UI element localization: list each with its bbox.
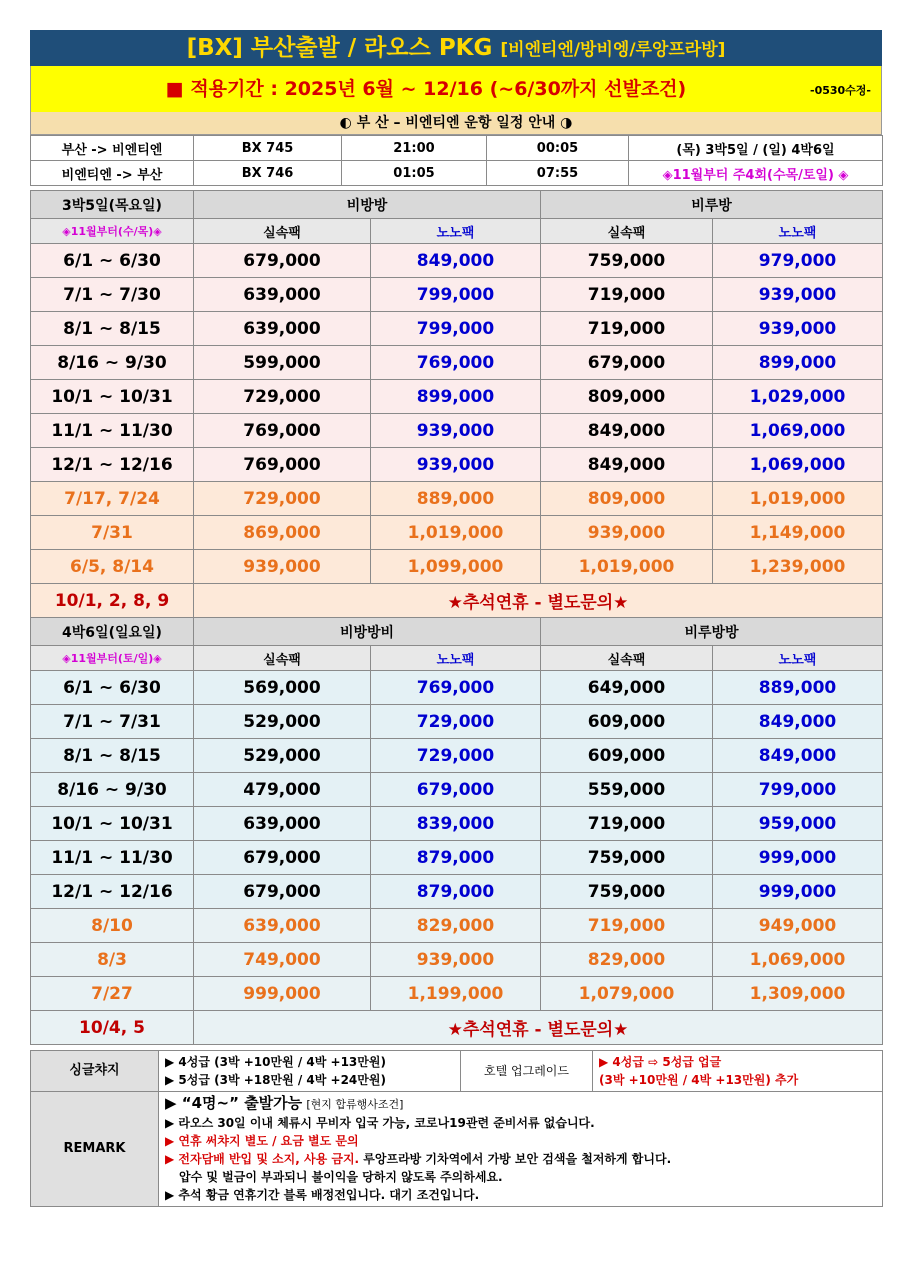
group-header: 비방방 <box>194 191 541 219</box>
price-cell: 879,000 <box>371 841 541 875</box>
price-cell: 729,000 <box>194 380 371 414</box>
date-range: 12/1 ~ 12/16 <box>31 875 194 909</box>
table-row <box>31 909 883 943</box>
table-title: 4박6일(일요일) <box>31 618 194 646</box>
price-cell: 479,000 <box>194 773 371 807</box>
single-charge-row <box>31 1051 883 1092</box>
price-cell: 849,000 <box>541 448 713 482</box>
remark-warning-detail: 루앙프라방 기차역에서 가방 보안 검색을 철저하게 합니다. <box>359 1152 672 1166</box>
price-cell: 939,000 <box>371 448 541 482</box>
price-cell: 679,000 <box>371 773 541 807</box>
flight-note: ◈11월부터 주4회(수목/토일) ◈ <box>629 161 883 186</box>
price-cell: 719,000 <box>541 278 713 312</box>
group-header: 비루방방 <box>541 618 883 646</box>
period-banner <box>30 66 882 112</box>
date-range: 8/10 <box>31 909 194 943</box>
price-cell: 889,000 <box>713 671 883 705</box>
table-row <box>31 448 883 482</box>
date-range: 8/3 <box>31 943 194 977</box>
table-subheader-row <box>31 646 883 671</box>
period-text: ■ 적용기간 : 2025년 6월 ~ 12/16 (~6/30까지 선발조건) <box>165 78 687 100</box>
date-range: 11/1 ~ 11/30 <box>31 414 194 448</box>
price-cell: 999,000 <box>194 977 371 1011</box>
table-subtitle: ◈11월부터(토/일)◈ <box>31 646 194 671</box>
date-range: 12/1 ~ 12/16 <box>31 448 194 482</box>
price-cell: 889,000 <box>371 482 541 516</box>
price-cell: 729,000 <box>194 482 371 516</box>
col-header: 노노팩 <box>371 646 541 671</box>
table-subheader-row <box>31 219 883 244</box>
price-cell: 639,000 <box>194 312 371 346</box>
price-cell: 999,000 <box>713 875 883 909</box>
price-cell: 979,000 <box>713 244 883 278</box>
table-header-row <box>31 618 883 646</box>
col-header: 실속팩 <box>194 646 371 671</box>
date-range: 8/1 ~ 8/15 <box>31 312 194 346</box>
col-header: 실속팩 <box>194 219 371 244</box>
price-cell: 829,000 <box>371 909 541 943</box>
price-cell: 679,000 <box>194 244 371 278</box>
departure-time: 21:00 <box>342 136 487 161</box>
price-cell: 809,000 <box>541 380 713 414</box>
price-cell: 639,000 <box>194 909 371 943</box>
remark-min-pax: ▶ “4명~” 출발가능 <box>165 1094 303 1112</box>
price-cell: 1,099,000 <box>371 550 541 584</box>
date-range: 8/1 ~ 8/15 <box>31 739 194 773</box>
col-header: 노노팩 <box>713 219 883 244</box>
remark-line <box>165 1150 876 1168</box>
price-cell: 899,000 <box>713 346 883 380</box>
date-range: 6/5, 8/14 <box>31 550 194 584</box>
table-row <box>31 380 883 414</box>
price-cell: 679,000 <box>194 841 371 875</box>
holiday-dates: 10/4, 5 <box>31 1011 194 1045</box>
table-row <box>31 943 883 977</box>
price-cell: 759,000 <box>541 244 713 278</box>
price-cell: 879,000 <box>371 875 541 909</box>
flight-number: BX 746 <box>194 161 342 186</box>
date-range: 7/1 ~ 7/31 <box>31 705 194 739</box>
price-cell: 769,000 <box>194 448 371 482</box>
flight-number: BX 745 <box>194 136 342 161</box>
route: 비엔티엔 -> 부산 <box>31 161 194 186</box>
single-charge-label: 싱글챠지 <box>31 1051 159 1092</box>
price-cell: 1,309,000 <box>713 977 883 1011</box>
price-cell: 939,000 <box>541 516 713 550</box>
upgrade-label: 호텔 업그레이드 <box>461 1051 593 1092</box>
col-header: 실속팩 <box>541 646 713 671</box>
price-table-4n6d <box>30 617 883 1045</box>
price-cell: 529,000 <box>194 739 371 773</box>
single-charge-details <box>159 1051 461 1092</box>
remark-min-pax-note: [현지 합류행사조건] <box>306 1098 404 1111</box>
table-row <box>31 875 883 909</box>
upgrade-line: ▶ 4성급 ⇨ 5성급 업글 <box>599 1055 722 1069</box>
table-row <box>31 278 883 312</box>
price-cell: 849,000 <box>371 244 541 278</box>
date-range: 7/31 <box>31 516 194 550</box>
price-sheet <box>30 30 882 1207</box>
table-row <box>31 482 883 516</box>
page-title <box>30 30 882 66</box>
price-cell: 769,000 <box>194 414 371 448</box>
price-cell: 609,000 <box>541 739 713 773</box>
table-row <box>31 244 883 278</box>
remark-warning: ▶ 전자담배 반입 및 소지, 사용 금지. <box>165 1152 360 1166</box>
group-header: 비루방 <box>541 191 883 219</box>
holiday-row <box>31 584 883 618</box>
price-cell: 869,000 <box>194 516 371 550</box>
price-cell: 719,000 <box>541 807 713 841</box>
table-row <box>31 414 883 448</box>
col-header: 노노팩 <box>371 219 541 244</box>
holiday-note: ★추석연휴 - 별도문의★ <box>194 1011 883 1045</box>
remark-line: ▶ 연휴 써챠지 별도 / 요금 별도 문의 <box>165 1134 359 1148</box>
price-cell: 1,069,000 <box>713 943 883 977</box>
price-table-3n5d <box>30 190 883 618</box>
price-cell: 1,019,000 <box>541 550 713 584</box>
price-cell: 719,000 <box>541 312 713 346</box>
price-cell: 639,000 <box>194 807 371 841</box>
price-cell: 1,029,000 <box>713 380 883 414</box>
upgrade-price: (3박 +10만원 / 4박 +13만원) 추가 <box>599 1073 799 1087</box>
single-charge-5star: ▶ 5성급 (3박 +18만원 / 4박 +24만원) <box>165 1073 386 1087</box>
table-row <box>31 807 883 841</box>
table-row <box>31 346 883 380</box>
price-cell: 949,000 <box>713 909 883 943</box>
price-cell: 959,000 <box>713 807 883 841</box>
route: 부산 -> 비엔티엔 <box>31 136 194 161</box>
price-cell: 769,000 <box>371 346 541 380</box>
price-cell: 639,000 <box>194 278 371 312</box>
date-range: 8/16 ~ 9/30 <box>31 346 194 380</box>
price-cell: 799,000 <box>371 312 541 346</box>
price-cell: 1,199,000 <box>371 977 541 1011</box>
price-cell: 939,000 <box>371 943 541 977</box>
price-cell: 799,000 <box>713 773 883 807</box>
table-row <box>31 516 883 550</box>
price-cell: 749,000 <box>194 943 371 977</box>
group-header: 비방방비 <box>194 618 541 646</box>
price-cell: 1,019,000 <box>713 482 883 516</box>
price-cell: 1,239,000 <box>713 550 883 584</box>
price-cell: 1,019,000 <box>371 516 541 550</box>
price-cell: 649,000 <box>541 671 713 705</box>
remarks-table <box>30 1050 883 1207</box>
price-cell: 679,000 <box>194 875 371 909</box>
date-range: 10/1 ~ 10/31 <box>31 807 194 841</box>
remark-label: REMARK <box>31 1092 159 1207</box>
col-header: 노노팩 <box>713 646 883 671</box>
price-cell: 1,079,000 <box>541 977 713 1011</box>
title-sub: [비엔티엔/방비엥/루앙프라방] <box>500 40 726 60</box>
table-row <box>31 841 883 875</box>
arrival-time: 00:05 <box>487 136 629 161</box>
price-cell: 799,000 <box>371 278 541 312</box>
price-cell: 769,000 <box>371 671 541 705</box>
holiday-row <box>31 1011 883 1045</box>
price-cell: 839,000 <box>371 807 541 841</box>
arrival-time: 07:55 <box>487 161 629 186</box>
price-cell: 1,069,000 <box>713 448 883 482</box>
price-cell: 529,000 <box>194 705 371 739</box>
col-header: 실속팩 <box>541 219 713 244</box>
price-cell: 829,000 <box>541 943 713 977</box>
remark-row <box>31 1092 883 1207</box>
remark-line: 압수 및 벌금이 부과되니 불이익을 당하지 않도록 주의하세요. <box>179 1170 503 1184</box>
price-cell: 559,000 <box>541 773 713 807</box>
table-header-row <box>31 191 883 219</box>
remark-line <box>165 1094 876 1114</box>
schedule-header: ◐ 부 산 – 비엔티엔 운항 일정 안내 ◑ <box>30 112 882 135</box>
flight-row <box>31 136 883 161</box>
price-cell: 1,069,000 <box>713 414 883 448</box>
holiday-note: ★추석연휴 - 별도문의★ <box>194 584 883 618</box>
price-cell: 1,149,000 <box>713 516 883 550</box>
holiday-dates: 10/1, 2, 8, 9 <box>31 584 194 618</box>
upgrade-details <box>593 1051 883 1092</box>
table-row <box>31 312 883 346</box>
date-range: 6/1 ~ 6/30 <box>31 671 194 705</box>
table-title: 3박5일(목요일) <box>31 191 194 219</box>
date-range: 8/16 ~ 9/30 <box>31 773 194 807</box>
date-range: 11/1 ~ 11/30 <box>31 841 194 875</box>
flight-note: (목) 3박5일 / (일) 4박6일 <box>629 136 883 161</box>
price-cell: 849,000 <box>541 414 713 448</box>
price-cell: 719,000 <box>541 909 713 943</box>
table-row <box>31 773 883 807</box>
price-cell: 609,000 <box>541 705 713 739</box>
price-cell: 729,000 <box>371 739 541 773</box>
price-cell: 939,000 <box>713 278 883 312</box>
price-cell: 759,000 <box>541 841 713 875</box>
date-range: 7/1 ~ 7/30 <box>31 278 194 312</box>
table-row <box>31 705 883 739</box>
single-charge-4star: ▶ 4성급 (3박 +10만원 / 4박 +13만원) <box>165 1055 386 1069</box>
price-cell: 939,000 <box>713 312 883 346</box>
price-cell: 599,000 <box>194 346 371 380</box>
table-row <box>31 739 883 773</box>
departure-time: 01:05 <box>342 161 487 186</box>
date-range: 7/17, 7/24 <box>31 482 194 516</box>
table-row <box>31 977 883 1011</box>
table-subtitle: ◈11월부터(수/목)◈ <box>31 219 194 244</box>
price-cell: 679,000 <box>541 346 713 380</box>
price-cell: 939,000 <box>194 550 371 584</box>
date-range: 7/27 <box>31 977 194 1011</box>
price-cell: 729,000 <box>371 705 541 739</box>
table-row <box>31 671 883 705</box>
price-cell: 849,000 <box>713 705 883 739</box>
remark-line: ▶ 라오스 30일 이내 체류시 무비자 입국 가능, 코로나19관련 준비서류 없습니다. <box>165 1116 595 1130</box>
price-cell: 939,000 <box>371 414 541 448</box>
price-cell: 759,000 <box>541 875 713 909</box>
flight-schedule <box>30 135 883 186</box>
table-row <box>31 550 883 584</box>
remark-line: ▶ 추석 황금 연휴기간 블록 배정전입니다. 대기 조건입니다. <box>165 1188 480 1202</box>
price-cell: 569,000 <box>194 671 371 705</box>
price-cell: 899,000 <box>371 380 541 414</box>
date-range: 6/1 ~ 6/30 <box>31 244 194 278</box>
revision-note: -0530수정- <box>810 84 871 97</box>
flight-row <box>31 161 883 186</box>
remark-details <box>159 1092 883 1207</box>
price-cell: 999,000 <box>713 841 883 875</box>
price-cell: 849,000 <box>713 739 883 773</box>
price-cell: 809,000 <box>541 482 713 516</box>
date-range: 10/1 ~ 10/31 <box>31 380 194 414</box>
title-main: [BX] 부산출발 / 라오스 PKG <box>186 35 501 61</box>
